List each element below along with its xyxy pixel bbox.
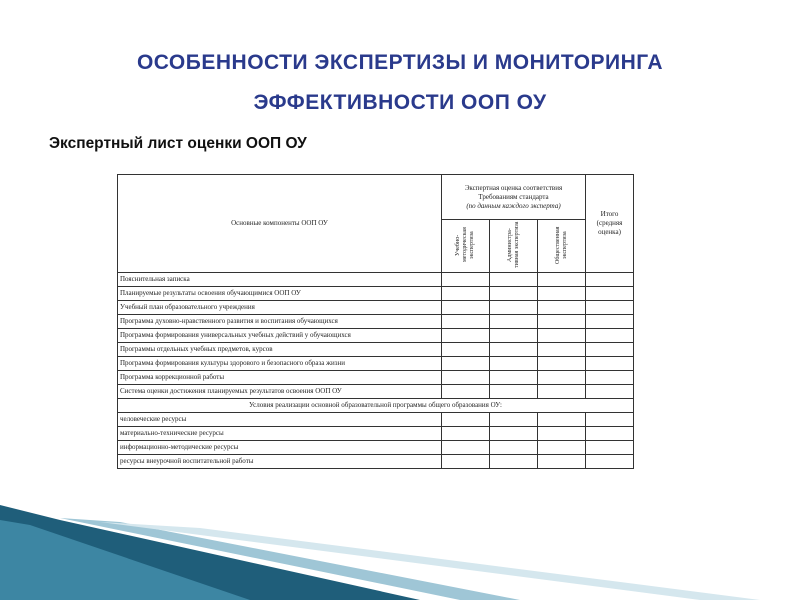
header-components: Основные компоненты ООП ОУ — [118, 175, 442, 273]
total-score-cell[interactable] — [586, 301, 634, 315]
condition-row — [118, 455, 634, 469]
component-row — [118, 273, 634, 287]
component-label: Учебный план образовательного учреждения — [118, 301, 442, 315]
header-group-line2: Требованиям стандарта — [478, 192, 549, 201]
header-group-line3: (по данным каждого эксперта) — [466, 201, 561, 210]
component-label: Программа духовно-нравственного развития и воспитания обучающихся — [118, 315, 442, 329]
component-row — [118, 301, 634, 315]
condition-label: человеческие ресурсы — [118, 413, 442, 427]
header-expert-2-label: Администра-тивная экспертиза — [506, 221, 520, 268]
expert-score-cell[interactable] — [538, 273, 586, 287]
total-score-cell[interactable] — [586, 427, 634, 441]
expert-score-cell[interactable] — [490, 315, 538, 329]
component-label: Планируемые результаты освоения обучающимися ООП ОУ — [118, 287, 442, 301]
expert-score-cell[interactable] — [442, 441, 490, 455]
component-label: Программа коррекционной работы — [118, 371, 442, 385]
expert-score-cell[interactable] — [442, 385, 490, 399]
expert-score-cell[interactable] — [538, 287, 586, 301]
condition-row — [118, 427, 634, 441]
expert-score-cell[interactable] — [538, 427, 586, 441]
expert-score-cell[interactable] — [538, 315, 586, 329]
component-rows — [118, 273, 634, 399]
header-expert-1 — [442, 220, 490, 273]
component-row — [118, 343, 634, 357]
total-score-cell[interactable] — [586, 357, 634, 371]
expert-score-cell[interactable] — [490, 287, 538, 301]
total-score-cell[interactable] — [586, 329, 634, 343]
expert-score-cell[interactable] — [490, 371, 538, 385]
expert-score-cell[interactable] — [442, 273, 490, 287]
expert-score-cell[interactable] — [490, 329, 538, 343]
expert-score-cell[interactable] — [442, 455, 490, 469]
expert-score-cell[interactable] — [538, 441, 586, 455]
total-score-cell[interactable] — [586, 385, 634, 399]
expert-score-cell[interactable] — [490, 413, 538, 427]
swoosh-light — [60, 518, 520, 600]
total-score-cell[interactable] — [586, 315, 634, 329]
component-row — [118, 371, 634, 385]
component-label: Система оценки достижения планируемых результатов освоения ООП ОУ — [118, 385, 442, 399]
slide-title-line1: ОСОБЕННОСТИ ЭКСПЕРТИЗЫ И МОНИТОРИНГА — [136, 51, 664, 74]
expert-score-cell[interactable] — [490, 273, 538, 287]
expert-score-cell[interactable] — [490, 455, 538, 469]
header-total-line2: (средняя — [596, 219, 623, 227]
condition-label: информационно-методические ресурсы — [118, 441, 442, 455]
condition-label: материально-технические ресурсы — [118, 427, 442, 441]
total-score-cell[interactable] — [586, 441, 634, 455]
expert-score-cell[interactable] — [490, 357, 538, 371]
total-score-cell[interactable] — [586, 343, 634, 357]
component-row — [118, 357, 634, 371]
total-score-cell[interactable] — [586, 455, 634, 469]
component-row — [118, 329, 634, 343]
expert-score-cell[interactable] — [442, 357, 490, 371]
component-row — [118, 287, 634, 301]
expert-score-cell[interactable] — [538, 413, 586, 427]
total-score-cell[interactable] — [586, 371, 634, 385]
swoosh-faint — [100, 522, 760, 600]
component-label: Пояснительная записка — [118, 273, 442, 287]
expert-score-cell[interactable] — [442, 315, 490, 329]
header-expert-2 — [490, 220, 538, 273]
expert-score-cell[interactable] — [442, 287, 490, 301]
expert-score-cell[interactable] — [538, 301, 586, 315]
slide-title-line2: ЭФФЕКТИВНОСТИ ООП ОУ — [253, 91, 547, 114]
expert-score-cell[interactable] — [442, 343, 490, 357]
condition-row — [118, 441, 634, 455]
header-expert-3-label: Общественная экспертиза — [554, 225, 568, 264]
total-score-cell[interactable] — [586, 287, 634, 301]
expert-score-cell[interactable] — [490, 301, 538, 315]
expert-score-cell[interactable] — [442, 329, 490, 343]
header-expert-1-label: Учебно-методическая экспертиза — [455, 227, 475, 262]
slide-subtitle: Экспертный лист оценки ООП ОУ — [49, 135, 307, 152]
expert-score-cell[interactable] — [490, 427, 538, 441]
expert-score-cell[interactable] — [538, 455, 586, 469]
header-total-line1: Итого — [600, 210, 619, 218]
component-label: Программа формирования универсальных учебных действий у обучающихся — [118, 329, 442, 343]
expert-score-cell[interactable] — [538, 329, 586, 343]
expert-score-cell[interactable] — [442, 371, 490, 385]
conditions-section-row — [118, 399, 634, 413]
component-row — [118, 315, 634, 329]
expert-sheet-table — [117, 174, 634, 469]
header-expert-3 — [538, 220, 586, 273]
component-row — [118, 385, 634, 399]
expert-score-cell[interactable] — [538, 343, 586, 357]
header-total — [586, 175, 634, 273]
conditions-section-label: Условия реализации основной образовательной программы общего образования ОУ: — [118, 399, 634, 413]
expert-score-cell[interactable] — [538, 371, 586, 385]
expert-score-cell[interactable] — [490, 441, 538, 455]
total-score-cell[interactable] — [586, 413, 634, 427]
header-expert-group — [442, 175, 586, 220]
condition-rows — [118, 413, 634, 469]
header-total-line3: оценка) — [598, 228, 621, 236]
header-group-line1: Экспертная оценка соответствия — [464, 183, 563, 192]
condition-row — [118, 413, 634, 427]
expert-score-cell[interactable] — [442, 301, 490, 315]
component-label: Программы отдельных учебных предметов, курсов — [118, 343, 442, 357]
expert-score-cell[interactable] — [490, 385, 538, 399]
expert-score-cell[interactable] — [538, 357, 586, 371]
condition-label: ресурсы внеурочной воспитательной работы — [118, 455, 442, 469]
swoosh-dark — [0, 505, 420, 600]
expert-score-cell[interactable] — [538, 385, 586, 399]
expert-score-cell[interactable] — [442, 413, 490, 427]
expert-score-cell[interactable] — [442, 427, 490, 441]
expert-score-cell[interactable] — [490, 343, 538, 357]
component-label: Программа формирования культуры здорового и безопасного образа жизни — [118, 357, 442, 371]
swoosh-mid — [0, 520, 250, 600]
total-score-cell[interactable] — [586, 273, 634, 287]
